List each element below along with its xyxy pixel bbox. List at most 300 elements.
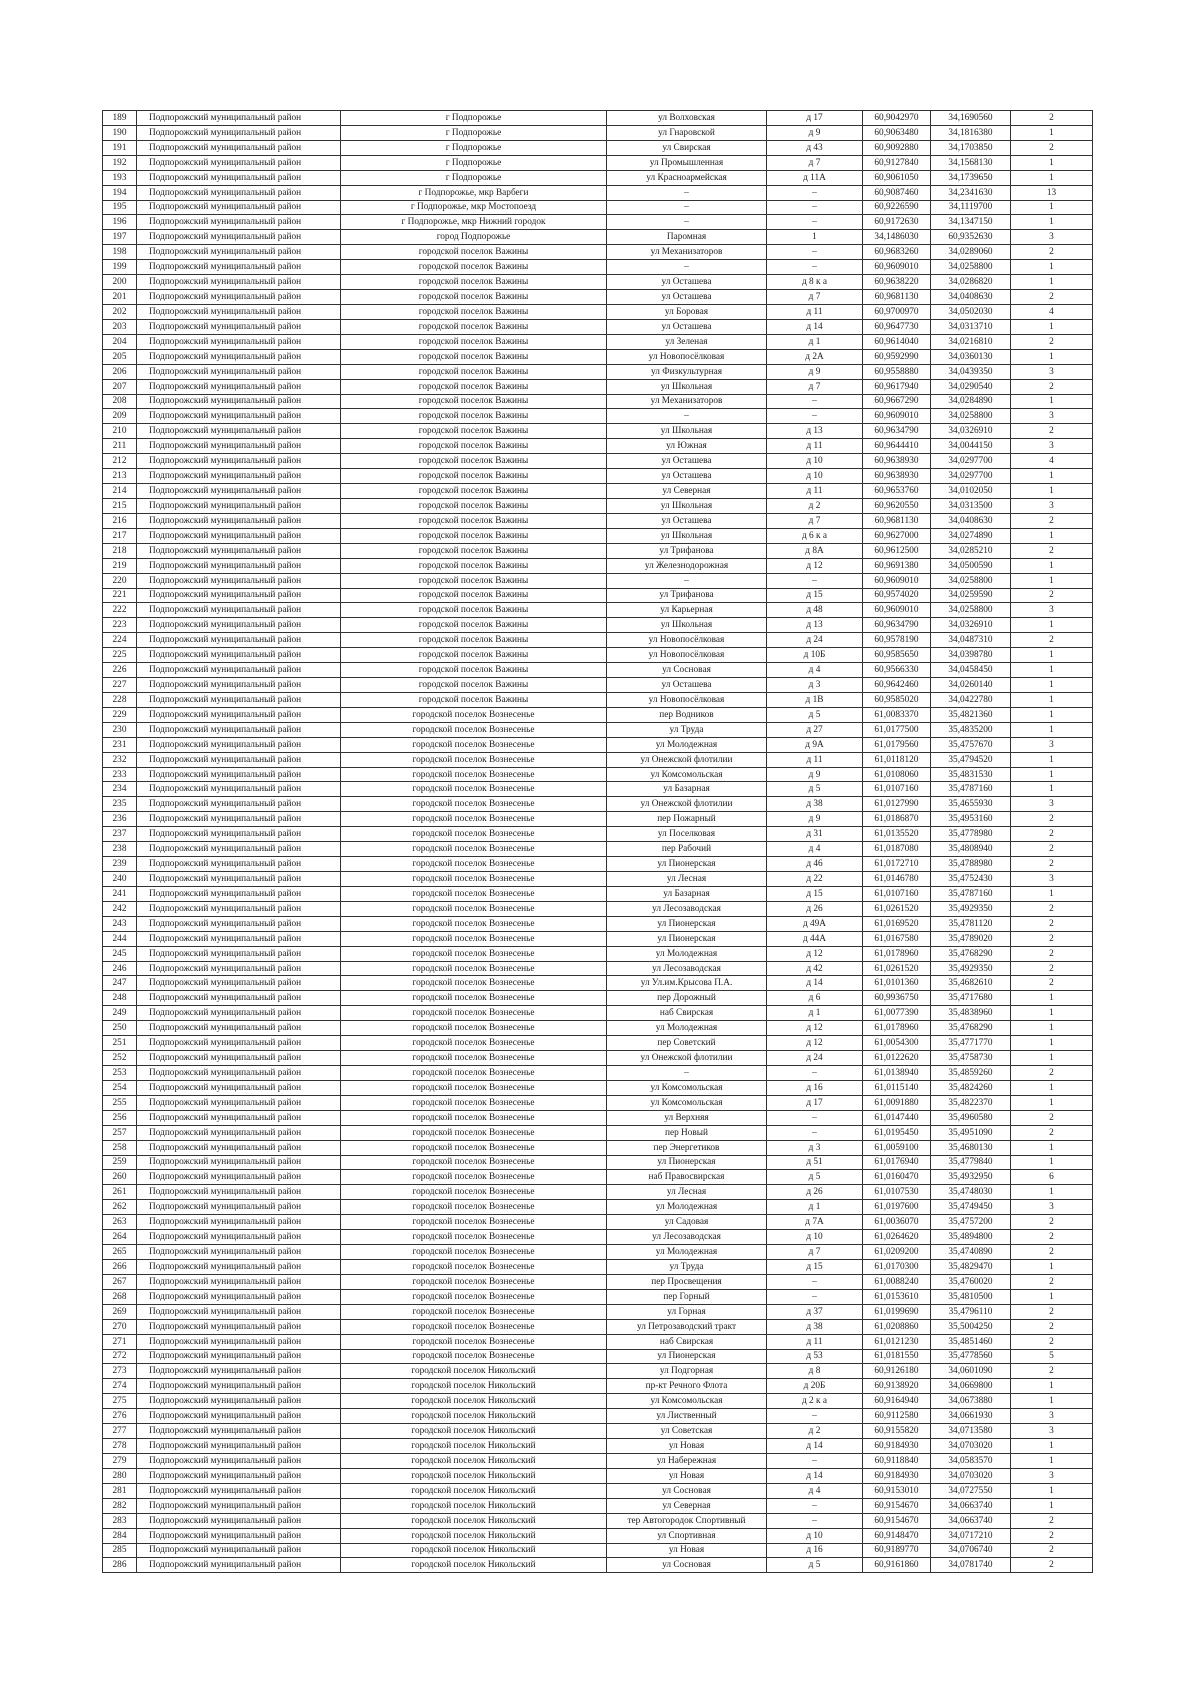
latitude-cell: 61,0177500 [863,722,931,737]
latitude-cell: 61,0077390 [863,1006,931,1021]
district-cell: Подпорожский муниципальный район [137,558,341,573]
longitude-cell: 34,0297700 [931,469,1011,484]
latitude-cell: 61,0091880 [863,1095,931,1110]
settlement-cell: городской поселок Важины [341,454,607,469]
settlement-cell: городской поселок Важины [341,424,607,439]
count-cell: 2 [1011,1245,1093,1260]
table-row [103,886,1093,901]
settlement-cell: городской поселок Важины [341,498,607,513]
longitude-cell: 35,4808940 [931,842,1011,857]
table-row [103,140,1093,155]
house-cell: д 9 [767,125,863,140]
house-cell: – [767,394,863,409]
count-cell: 1 [1011,469,1093,484]
house-cell: – [767,185,863,200]
house-cell: – [767,1453,863,1468]
settlement-cell: городской поселок Важины [341,484,607,499]
table-body [103,111,1093,1573]
latitude-cell: 61,0209200 [863,1245,931,1260]
count-cell: 1 [1011,200,1093,215]
longitude-cell: 35,4717680 [931,991,1011,1006]
house-cell: д 5 [767,1558,863,1573]
row-number-cell: 265 [103,1245,137,1260]
street-cell: ул Лиственный [607,1409,767,1424]
table-row [103,1259,1093,1274]
house-cell: д 4 [767,663,863,678]
count-cell: 1 [1011,782,1093,797]
latitude-cell: 61,0186870 [863,812,931,827]
row-number-cell: 205 [103,349,137,364]
table-row [103,1409,1093,1424]
district-cell: Подпорожский муниципальный район [137,976,341,991]
table-row [103,260,1093,275]
latitude-cell: 60,9126180 [863,1364,931,1379]
table-row [103,319,1093,334]
count-cell: 3 [1011,797,1093,812]
longitude-cell: 34,0727550 [931,1483,1011,1498]
count-cell: 2 [1011,588,1093,603]
latitude-cell: 60,9700970 [863,304,931,319]
house-cell: д 15 [767,1259,863,1274]
latitude-cell: 61,0199690 [863,1304,931,1319]
street-cell: ул Подгорная [607,1364,767,1379]
street-cell: пер Энергетиков [607,1140,767,1155]
count-cell: 2 [1011,901,1093,916]
latitude-cell: 61,0121230 [863,1334,931,1349]
table-row [103,334,1093,349]
row-number-cell: 224 [103,633,137,648]
row-number-cell: 238 [103,842,137,857]
street-cell: ул Комсомольская [607,767,767,782]
district-cell: Подпорожский муниципальный район [137,200,341,215]
street-cell: ул Поселковая [607,827,767,842]
street-cell: ул Пионерская [607,931,767,946]
house-cell: д 9А [767,737,863,752]
longitude-cell: 35,5004250 [931,1319,1011,1334]
street-cell: ул Базарная [607,782,767,797]
longitude-cell: 35,4929350 [931,901,1011,916]
count-cell: 1 [1011,1483,1093,1498]
longitude-cell: 34,0258800 [931,409,1011,424]
street-cell: ул Школьная [607,424,767,439]
longitude-cell: 34,0313710 [931,319,1011,334]
table-row [103,543,1093,558]
street-cell: ул Пионерская [607,916,767,931]
street-cell: ул Красноармейская [607,170,767,185]
count-cell: 1 [1011,170,1093,185]
row-number-cell: 215 [103,498,137,513]
district-cell: Подпорожский муниципальный район [137,722,341,737]
table-row [103,111,1093,126]
district-cell: Подпорожский муниципальный район [137,767,341,782]
longitude-cell: 35,4960580 [931,1110,1011,1125]
row-number-cell: 198 [103,245,137,260]
street-cell: ул Советская [607,1424,767,1439]
latitude-cell: 61,0261520 [863,961,931,976]
house-cell: д 6 к а [767,528,863,543]
table-row [103,678,1093,693]
longitude-cell: 34,1739650 [931,170,1011,185]
latitude-cell: 61,0176940 [863,1155,931,1170]
settlement-cell: городской поселок Вознесенье [341,1185,607,1200]
longitude-cell: 34,0487310 [931,633,1011,648]
latitude-cell: 60,9153010 [863,1483,931,1498]
district-cell: Подпорожский муниципальный район [137,304,341,319]
house-cell: д 43 [767,140,863,155]
longitude-cell: 35,4768290 [931,946,1011,961]
longitude-cell: 34,0673880 [931,1394,1011,1409]
district-cell: Подпорожский муниципальный район [137,1006,341,1021]
settlement-cell: городской поселок Вознесенье [341,1110,607,1125]
district-cell: Подпорожский муниципальный район [137,111,341,126]
settlement-cell: городской поселок Важины [341,663,607,678]
house-cell: д 5 [767,1170,863,1185]
street-cell: ул Лесная [607,872,767,887]
district-cell: Подпорожский муниципальный район [137,573,341,588]
house-cell: д 1 [767,1200,863,1215]
row-number-cell: 219 [103,558,137,573]
table-row [103,827,1093,842]
longitude-cell: 34,0408630 [931,290,1011,305]
latitude-cell: 61,0108060 [863,767,931,782]
settlement-cell: г Подпорожье [341,125,607,140]
street-cell: ул Пионерская [607,1349,767,1364]
house-cell: д 27 [767,722,863,737]
row-number-cell: 275 [103,1394,137,1409]
settlement-cell: г Подпорожье [341,170,607,185]
house-cell: д 14 [767,319,863,334]
latitude-cell: 61,0169520 [863,916,931,931]
table-row [103,603,1093,618]
row-number-cell: 226 [103,663,137,678]
row-number-cell: 213 [103,469,137,484]
settlement-cell: городской поселок Вознесенье [341,857,607,872]
count-cell: 1 [1011,528,1093,543]
longitude-cell: 35,4951090 [931,1125,1011,1140]
house-cell: д 8А [767,543,863,558]
latitude-cell: 61,0122620 [863,1051,931,1066]
table-row [103,1080,1093,1095]
street-cell: ул Новая [607,1543,767,1558]
settlement-cell: городской поселок Вознесенье [341,1200,607,1215]
row-number-cell: 243 [103,916,137,931]
count-cell: 2 [1011,946,1093,961]
longitude-cell: 35,4771770 [931,1036,1011,1051]
street-cell: ул Гнаровской [607,125,767,140]
district-cell: Подпорожский муниципальный район [137,454,341,469]
house-cell: 1 [767,230,863,245]
settlement-cell: городской поселок Важины [341,603,607,618]
latitude-cell: 61,0101360 [863,976,931,991]
count-cell: 2 [1011,424,1093,439]
row-number-cell: 257 [103,1125,137,1140]
settlement-cell: городской поселок Вознесенье [341,797,607,812]
count-cell: 2 [1011,513,1093,528]
district-cell: Подпорожский муниципальный район [137,230,341,245]
latitude-cell: 60,9558880 [863,364,931,379]
row-number-cell: 191 [103,140,137,155]
table-row [103,215,1093,230]
row-number-cell: 270 [103,1319,137,1334]
house-cell: д 12 [767,558,863,573]
latitude-cell: 61,0181550 [863,1349,931,1364]
longitude-cell: 34,0661930 [931,1409,1011,1424]
street-cell: ул Физкультурная [607,364,767,379]
settlement-cell: городской поселок Вознесенье [341,901,607,916]
table-row [103,1185,1093,1200]
street-cell: наб Правосвирская [607,1170,767,1185]
longitude-cell: 35,4768290 [931,1021,1011,1036]
row-number-cell: 204 [103,334,137,349]
street-cell: ул Молодежная [607,946,767,961]
settlement-cell: городской поселок Вознесенье [341,991,607,1006]
house-cell: д 37 [767,1304,863,1319]
district-cell: Подпорожский муниципальный район [137,349,341,364]
count-cell: 2 [1011,976,1093,991]
street-cell: наб Свирская [607,1334,767,1349]
settlement-cell: городской поселок Вознесенье [341,1006,607,1021]
row-number-cell: 203 [103,319,137,334]
district-cell: Подпорожский муниципальный район [137,155,341,170]
latitude-cell: 61,0160470 [863,1170,931,1185]
street-cell: – [607,215,767,230]
table-row [103,439,1093,454]
count-cell: 5 [1011,1349,1093,1364]
settlement-cell: городской поселок Вознесенье [341,961,607,976]
count-cell: 1 [1011,1439,1093,1454]
house-cell: д 10 [767,454,863,469]
settlement-cell: город Подпорожье [341,230,607,245]
house-cell: д 14 [767,1439,863,1454]
street-cell: ул Труда [607,1259,767,1274]
district-cell: Подпорожский муниципальный район [137,1125,341,1140]
house-cell: д 7 [767,290,863,305]
street-cell: ул Новопосёлковая [607,349,767,364]
house-cell: д 7 [767,379,863,394]
settlement-cell: городской поселок Вознесенье [341,976,607,991]
row-number-cell: 259 [103,1155,137,1170]
count-cell: 4 [1011,304,1093,319]
table-row [103,1140,1093,1155]
longitude-cell: 35,4778980 [931,827,1011,842]
table-row [103,1215,1093,1230]
latitude-cell: 60,9118840 [863,1453,931,1468]
latitude-cell: 61,0187080 [863,842,931,857]
row-number-cell: 239 [103,857,137,872]
longitude-cell: 34,0500590 [931,558,1011,573]
latitude-cell: 61,0147440 [863,1110,931,1125]
count-cell: 2 [1011,111,1093,126]
table-row [103,1483,1093,1498]
house-cell: д 48 [767,603,863,618]
latitude-cell: 60,9638930 [863,469,931,484]
district-cell: Подпорожский муниципальный район [137,469,341,484]
longitude-cell: 35,4894800 [931,1230,1011,1245]
district-cell: Подпорожский муниципальный район [137,782,341,797]
house-cell: д 2 [767,1424,863,1439]
district-cell: Подпорожский муниципальный район [137,290,341,305]
row-number-cell: 222 [103,603,137,618]
longitude-cell: 34,0439350 [931,364,1011,379]
table-row [103,857,1093,872]
settlement-cell: городской поселок Никольский [341,1513,607,1528]
count-cell: 2 [1011,334,1093,349]
house-cell: д 5 [767,782,863,797]
table-row [103,200,1093,215]
count-cell: 2 [1011,857,1093,872]
street-cell: ул Свирская [607,140,767,155]
table-row [103,812,1093,827]
district-cell: Подпорожский муниципальный район [137,618,341,633]
street-cell: ул Волховская [607,111,767,126]
count-cell: 2 [1011,1215,1093,1230]
longitude-cell: 35,4760020 [931,1274,1011,1289]
count-cell: 2 [1011,1364,1093,1379]
longitude-cell: 34,0297700 [931,454,1011,469]
settlement-cell: городской поселок Вознесенье [341,1080,607,1095]
district-cell: Подпорожский муниципальный район [137,1483,341,1498]
house-cell: д 1В [767,692,863,707]
street-cell: ул Лесозаводская [607,961,767,976]
latitude-cell: 60,9638220 [863,275,931,290]
table-row [103,633,1093,648]
street-cell: ул Онежской флотилии [607,797,767,812]
count-cell: 1 [1011,558,1093,573]
district-cell: Подпорожский муниципальный район [137,543,341,558]
row-number-cell: 282 [103,1498,137,1513]
street-cell: ул Новая [607,1468,767,1483]
table-row [103,1051,1093,1066]
table-row [103,872,1093,887]
table-row [103,1543,1093,1558]
longitude-cell: 34,1690560 [931,111,1011,126]
longitude-cell: 34,0259590 [931,588,1011,603]
house-cell: д 3 [767,1140,863,1155]
count-cell: 2 [1011,916,1093,931]
latitude-cell: 60,9184930 [863,1468,931,1483]
table-row [103,588,1093,603]
house-cell: – [767,245,863,260]
house-cell: – [767,215,863,230]
table-row [103,573,1093,588]
longitude-cell: 35,4796110 [931,1304,1011,1319]
house-cell: – [767,1513,863,1528]
settlement-cell: городской поселок Вознесенье [341,782,607,797]
settlement-cell: городской поселок Вознесенье [341,946,607,961]
settlement-cell: городской поселок Никольский [341,1558,607,1573]
count-cell: 1 [1011,692,1093,707]
longitude-cell: 34,0360130 [931,349,1011,364]
latitude-cell: 61,0107530 [863,1185,931,1200]
table-row [103,737,1093,752]
table-row [103,185,1093,200]
longitude-cell: 35,4953160 [931,812,1011,827]
house-cell: д 20Б [767,1379,863,1394]
district-cell: Подпорожский муниципальный район [137,752,341,767]
count-cell: 2 [1011,1304,1093,1319]
latitude-cell: 34,1486030 [863,230,931,245]
count-cell: 2 [1011,842,1093,857]
house-cell: д 11 [767,484,863,499]
house-cell: д 49А [767,916,863,931]
street-cell: ул Сосновая [607,1483,767,1498]
row-number-cell: 262 [103,1200,137,1215]
longitude-cell: 34,0583570 [931,1453,1011,1468]
house-cell: д 7 [767,155,863,170]
longitude-cell: 35,4835200 [931,722,1011,737]
count-cell: 1 [1011,663,1093,678]
count-cell: 1 [1011,648,1093,663]
table-row [103,1066,1093,1081]
street-cell: ул Петрозаводский тракт [607,1319,767,1334]
house-cell: – [767,1125,863,1140]
district-cell: Подпорожский муниципальный район [137,1528,341,1543]
longitude-cell: 35,4851460 [931,1334,1011,1349]
district-cell: Подпорожский муниципальный район [137,439,341,454]
settlement-cell: городской поселок Никольский [341,1453,607,1468]
count-cell: 2 [1011,1066,1093,1081]
longitude-cell: 35,4655930 [931,797,1011,812]
table-row [103,991,1093,1006]
settlement-cell: городской поселок Вознесенье [341,872,607,887]
street-cell: ул Молодежная [607,1021,767,1036]
count-cell: 1 [1011,215,1093,230]
settlement-cell: городской поселок Вознесенье [341,1155,607,1170]
street-cell: ул Осташева [607,290,767,305]
latitude-cell: 61,0107160 [863,782,931,797]
longitude-cell: 35,4810500 [931,1289,1011,1304]
longitude-cell: 34,0260140 [931,678,1011,693]
settlement-cell: городской поселок Важины [341,334,607,349]
settlement-cell: городской поселок Вознесенье [341,1334,607,1349]
house-cell: д 10 [767,1528,863,1543]
district-cell: Подпорожский муниципальный район [137,842,341,857]
row-number-cell: 255 [103,1095,137,1110]
district-cell: Подпорожский муниципальный район [137,588,341,603]
latitude-cell: 61,0195450 [863,1125,931,1140]
count-cell: 2 [1011,827,1093,842]
count-cell: 2 [1011,812,1093,827]
street-cell: – [607,260,767,275]
house-cell: д 26 [767,1185,863,1200]
table-row [103,1125,1093,1140]
table-row [103,454,1093,469]
house-cell: д 26 [767,901,863,916]
house-cell: – [767,1409,863,1424]
latitude-cell: 60,9161860 [863,1558,931,1573]
row-number-cell: 250 [103,1021,137,1036]
street-cell: – [607,409,767,424]
table-row [103,155,1093,170]
house-cell: – [767,1110,863,1125]
latitude-cell: 60,9112580 [863,1409,931,1424]
table-row [103,722,1093,737]
street-cell: ул Школьная [607,379,767,394]
row-number-cell: 208 [103,394,137,409]
latitude-cell: 60,9691380 [863,558,931,573]
house-cell: д 22 [767,872,863,887]
count-cell: 2 [1011,1230,1093,1245]
latitude-cell: 60,9189770 [863,1543,931,1558]
district-cell: Подпорожский муниципальный район [137,1110,341,1125]
table-row [103,349,1093,364]
table-row [103,125,1093,140]
district-cell: Подпорожский муниципальный район [137,185,341,200]
street-cell: ул Железнодорожная [607,558,767,573]
settlement-cell: городской поселок Важины [341,588,607,603]
house-cell: д 10 [767,469,863,484]
table-row [103,901,1093,916]
